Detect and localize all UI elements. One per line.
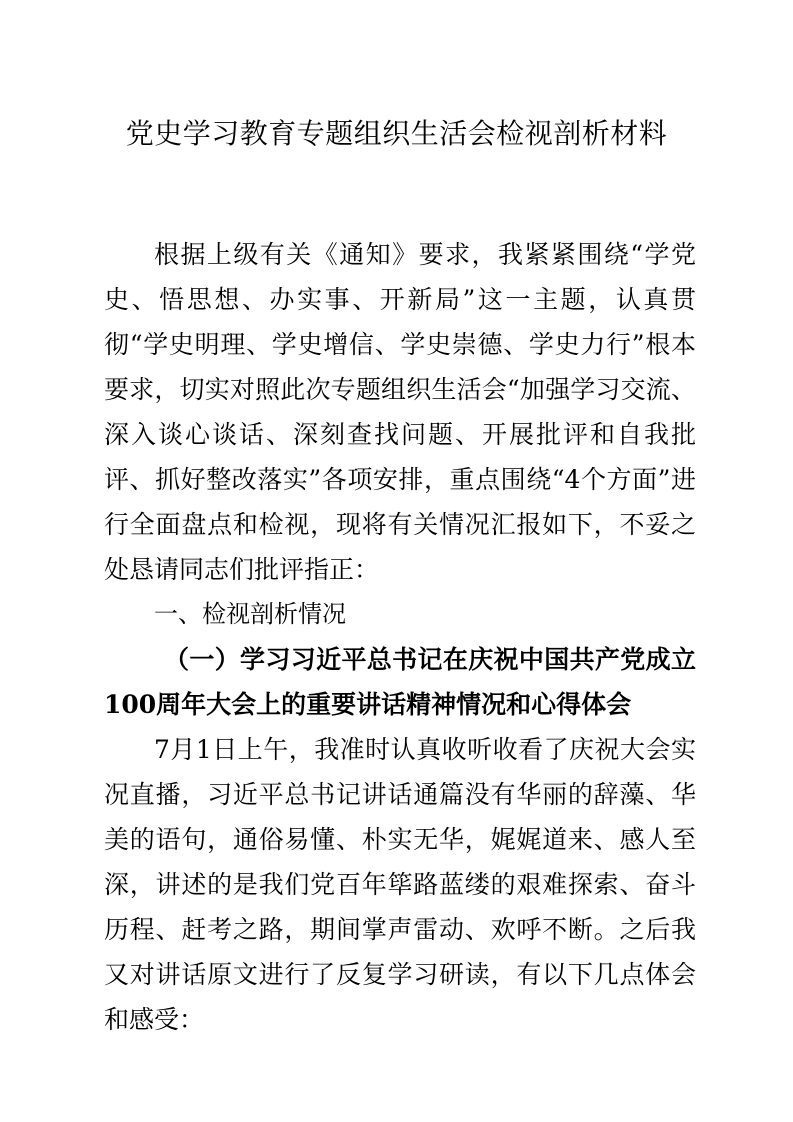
intro-paragraph: 根据上级有关《通知》要求，我紧紧围绕“学党史、悟思想、办实事、开新局”这一主题，认真贯彻“学史明理、学史增信、学史崇德、学史力行”根本要求，切实对照此次专题组织生活会“加强学习交流、深入谈心谈话、深刻查找问题、开展批评和自我批评、抓好整改落实”各项安排，重点围绕“4个方面”进行全面盘点和检视，现将有关情况汇报如下，不妥之处恳请同志们批评指正： [104, 240, 696, 584]
section-heading: 一、检视剖析情况 [154, 600, 346, 628]
body-paragraph: 7月1日上午，我准时认真收听收看了庆祝大会实况直播，习近平总书记讲话通篇没有华丽的辞藻、华美的语句，通俗易懂、朴实无华，娓娓道来、感人至深，讲述的是我们党百年筚路蓝缕的艰难探索、奋斗历程、赶考之路，期间掌声雷动、欢呼不断。之后我又对讲话原文进行了反复学习研读，有以下几点体会和感受： [104, 735, 696, 1034]
subsection-heading: （一）学习习近平总书记在庆祝中国共产党成立100周年大会上的重要讲话精神情况和心得体会 [104, 645, 696, 719]
document-title: 党史学习教育专题组织生活会检视剖析材料 [125, 117, 668, 150]
document-body [104, 232, 696, 1042]
